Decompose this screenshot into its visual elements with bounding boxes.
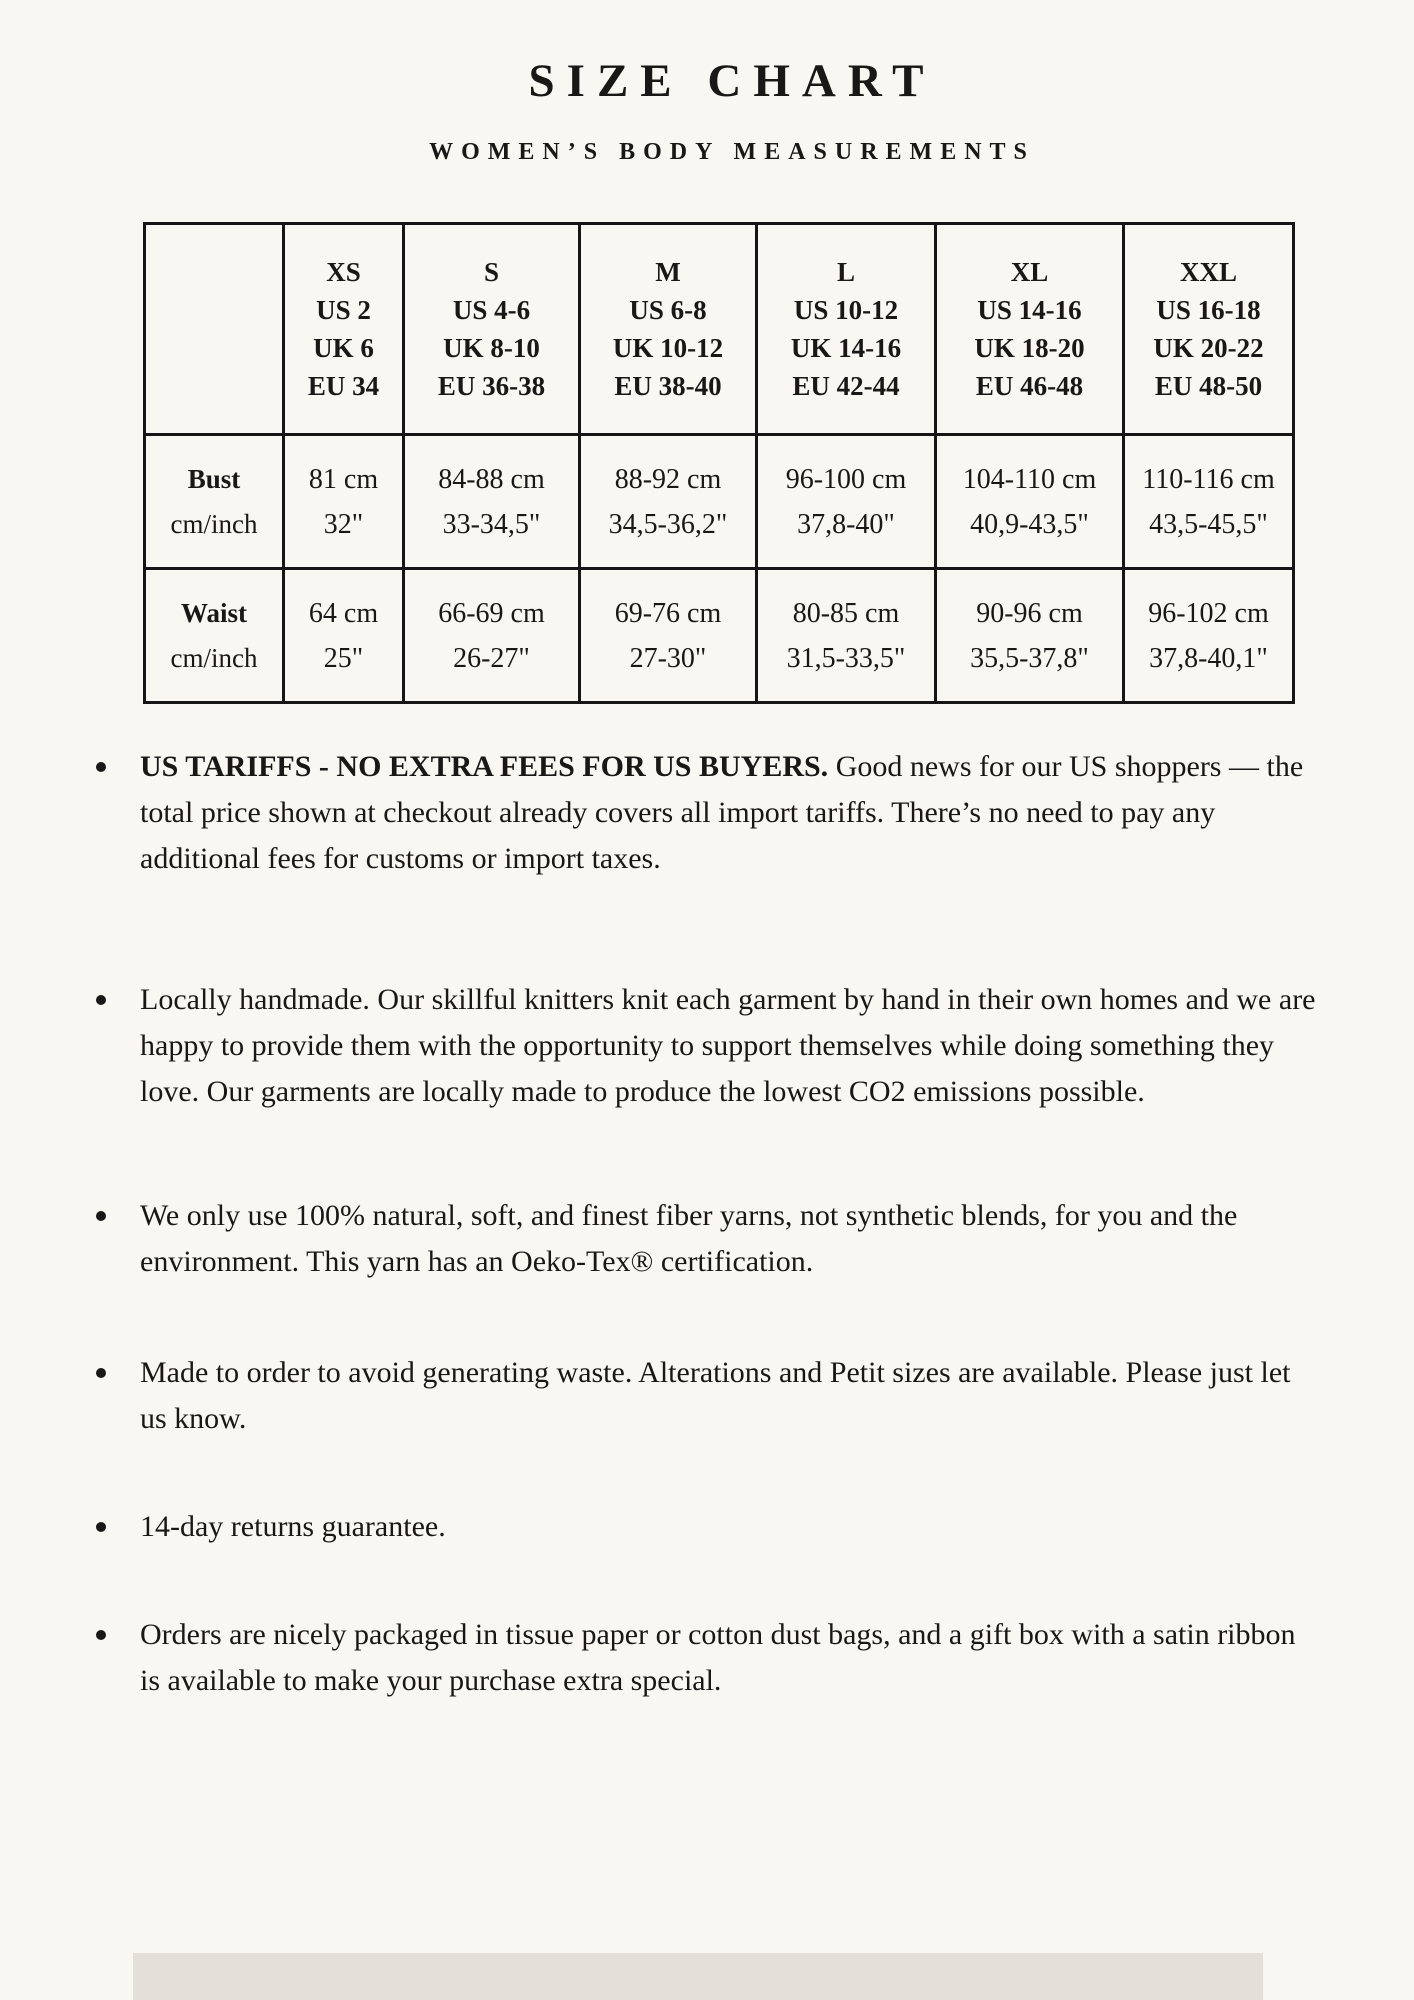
us-size: US 6-8: [629, 295, 707, 325]
uk-size: UK 20-22: [1153, 333, 1264, 363]
uk-size: UK 18-20: [974, 333, 1085, 363]
row-unit: cm/inch: [170, 642, 258, 673]
cm-value: 104-110 cm: [962, 463, 1097, 495]
list-item-yarns: [95, 1193, 1323, 1285]
inch-value: 32": [323, 508, 364, 540]
page-subtitle: WOMEN’S BODY MEASUREMENTS: [429, 139, 1035, 165]
us-size: US 4-6: [452, 295, 531, 325]
waist-cell-xxl: [1124, 569, 1294, 703]
size-label: L: [836, 257, 855, 287]
us-size: US 10-12: [793, 295, 899, 325]
table-row-waist: [145, 569, 1294, 703]
eu-size: EU 34: [307, 371, 380, 401]
size-label: XXL: [1179, 257, 1237, 287]
inch-value: 35,5-37,8": [970, 642, 1089, 674]
cm-value: 90-96 cm: [976, 597, 1083, 629]
corner-cell: [145, 224, 284, 435]
bullet-text: Good news for our US shoppers — the total price shown at checkout already covers all import tariffs. There’s no need to pay any additional fees for customs or import taxes.: [140, 750, 1304, 875]
cm-value: 88-92 cm: [614, 463, 722, 495]
product-notes-list: [95, 744, 1323, 1704]
size-label: XS: [326, 257, 361, 287]
cm-value: 81 cm: [308, 463, 379, 495]
list-item-made-to-order: [95, 1350, 1323, 1442]
bust-cell-l: [757, 435, 936, 569]
cm-value: 96-100 cm: [785, 463, 907, 495]
waist-cell-xs: [284, 569, 404, 703]
inch-value: 40,9-43,5": [970, 508, 1089, 540]
list-item-packaging: [95, 1612, 1323, 1704]
list-item-returns: [95, 1504, 1323, 1550]
inch-value: 37,8-40,1": [1149, 642, 1268, 674]
inch-value: 34,5-36,2": [608, 508, 728, 540]
uk-size: UK 8-10: [443, 333, 540, 363]
bullet-text: Orders are nicely packaged in tissue paper or cotton dust bags, and a gift box with a satin ribbon is available to make your purchase extra special.: [140, 1618, 1296, 1697]
waist-cell-l: [757, 569, 936, 703]
cm-value: 69-76 cm: [614, 597, 722, 629]
eu-size: EU 48-50: [1154, 371, 1263, 401]
bust-cell-m: [580, 435, 757, 569]
size-label: XL: [1010, 257, 1049, 287]
bust-cell-s: [404, 435, 580, 569]
eu-size: EU 38-40: [614, 371, 722, 401]
cm-value: 66-69 cm: [438, 597, 545, 629]
cm-value: 64 cm: [308, 597, 379, 629]
inch-value: 33-34,5": [442, 508, 541, 540]
bullet-text: Made to order to avoid generating waste. Alterations and Petit sizes are available. Please just let us know.: [140, 1356, 1291, 1435]
row-label-bust: [145, 435, 284, 569]
size-column-header-xs: [284, 224, 404, 435]
inch-value: 31,5-33,5": [786, 642, 906, 674]
eu-size: EU 46-48: [975, 371, 1084, 401]
inch-value: 26-27": [453, 642, 530, 674]
uk-size: UK 10-12: [612, 333, 724, 363]
size-column-header-l: [757, 224, 936, 435]
row-unit: cm/inch: [170, 508, 258, 539]
cm-value: 84-88 cm: [438, 463, 545, 495]
bust-cell-xxl: [1124, 435, 1294, 569]
bullet-text: We only use 100% natural, soft, and finest fiber yarns, not synthetic blends, for you and the environment. This yarn has an Oeko-Tex® certification.: [140, 1199, 1238, 1278]
cm-value: 80-85 cm: [792, 597, 900, 629]
size-column-header-s: [404, 224, 580, 435]
size-column-header-m: [580, 224, 757, 435]
size-chart-table: [143, 222, 1295, 704]
row-label: Bust: [187, 463, 241, 494]
inch-value: 37,8-40": [797, 508, 895, 540]
bust-cell-xs: [284, 435, 404, 569]
cm-value: 96-102 cm: [1148, 597, 1269, 629]
bullet-text: 14-day returns guarantee.: [140, 1510, 446, 1543]
us-size: US 16-18: [1156, 295, 1261, 325]
row-label: Waist: [180, 597, 247, 628]
page-title: SIZE CHART: [528, 55, 936, 107]
bullet-bold-text: US TARIFFS - NO EXTRA FEES FOR US BUYERS.: [140, 750, 836, 783]
bullet-text: Locally handmade. Our skillful knitters knit each garment by hand in their own homes and we are happy to provide them with the opportunity to support themselves while doing something they love. Our garments are locally made to produce the lowest CO2 emissions possible.: [140, 983, 1316, 1108]
bust-cell-xl: [936, 435, 1124, 569]
size-label: M: [655, 257, 681, 287]
waist-cell-m: [580, 569, 757, 703]
row-label-waist: [145, 569, 284, 703]
table-header-row: [145, 224, 1294, 435]
footer-image-strip: [133, 1953, 1263, 2000]
eu-size: EU 36-38: [437, 371, 546, 401]
waist-cell-xl: [936, 569, 1124, 703]
uk-size: UK 6: [313, 333, 374, 363]
inch-value: 25": [323, 642, 364, 674]
inch-value: 27-30": [629, 642, 707, 674]
us-size: US 2: [316, 295, 371, 325]
size-label: S: [483, 257, 500, 287]
size-column-header-xxl: [1124, 224, 1294, 435]
uk-size: UK 14-16: [790, 333, 902, 363]
list-item-handmade: [95, 977, 1323, 1115]
table-row-bust: [145, 435, 1294, 569]
us-size: US 14-16: [977, 295, 1082, 325]
list-item-tariffs: [95, 744, 1323, 882]
waist-cell-s: [404, 569, 580, 703]
eu-size: EU 42-44: [792, 371, 900, 401]
cm-value: 110-116 cm: [1142, 463, 1275, 495]
size-column-header-xl: [936, 224, 1124, 435]
inch-value: 43,5-45,5": [1149, 508, 1268, 540]
